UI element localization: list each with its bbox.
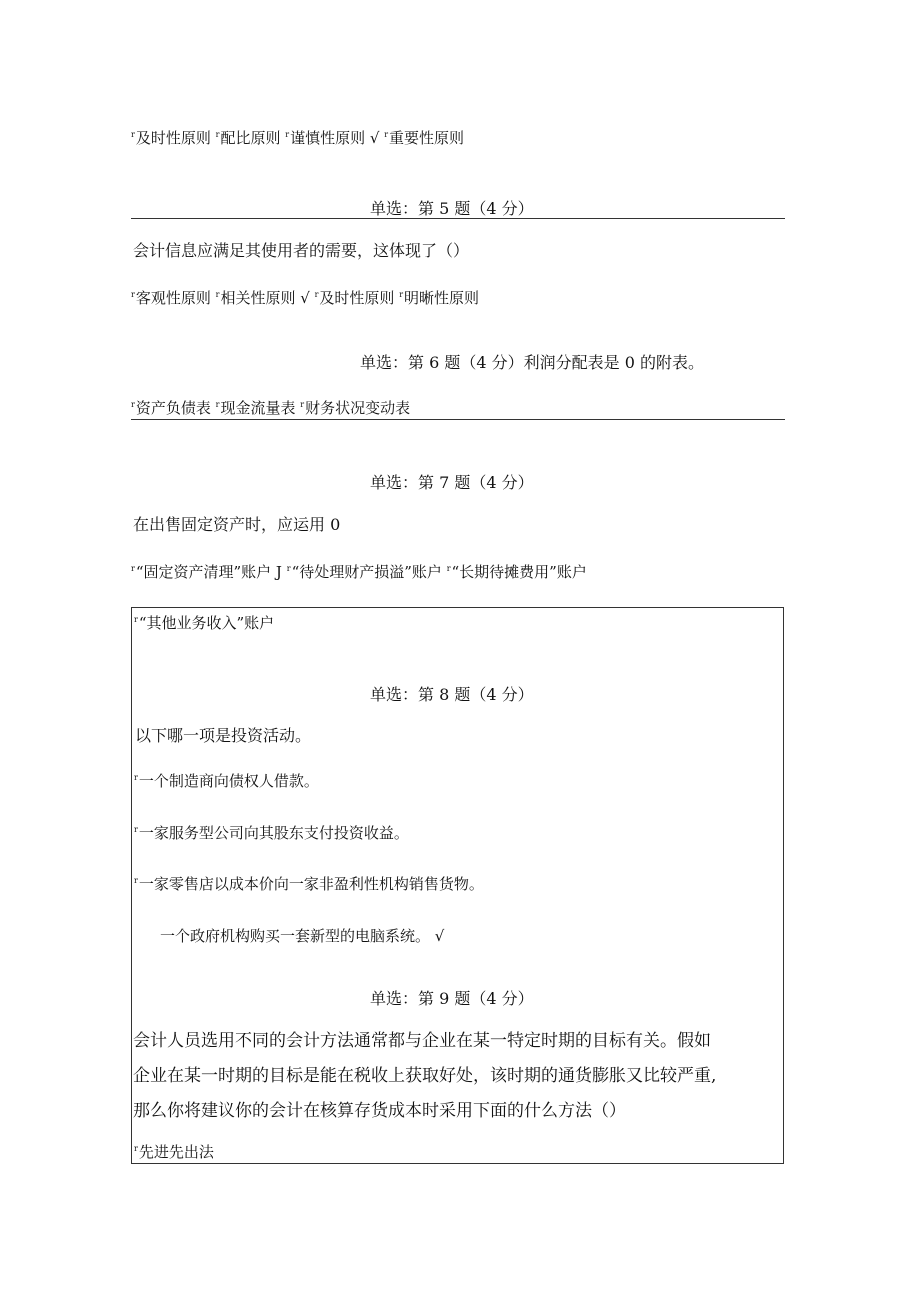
q5-option-2[interactable]: $^r$相关性原则 √ bbox=[215, 289, 310, 307]
q5-header: 单选：第 5 题（4 分） bbox=[370, 199, 534, 218]
q6-option-2[interactable]: $^r$现金流量表 bbox=[215, 399, 296, 417]
q6-option-1[interactable]: $^r$资产负债表 bbox=[131, 399, 211, 417]
q8-option-3[interactable]: $^r$一家零售店以成本价向一家非盈利性机构销售货物。 bbox=[134, 875, 484, 893]
q6-option-3[interactable]: $^r$财务状况变动表 bbox=[300, 399, 411, 417]
q9-question-line-1: 会计人员选用不同的会计方法通常都与企业在某一特定时期的目标有关。假如 bbox=[133, 1031, 711, 1051]
q6-options-row bbox=[131, 397, 410, 418]
q7-option-2[interactable]: $^r$“待处理财产损溢”账户 bbox=[286, 563, 442, 581]
q9-question-line-3: 那么你将建议你的会计在核算存货成本时采用下面的什么方法（） bbox=[133, 1101, 626, 1121]
q7-option-3[interactable]: $^r$“长期待摊费用”账户 bbox=[446, 563, 587, 581]
q5-question: 会计信息应满足其使用者的需要，这体现了（） bbox=[133, 241, 470, 260]
q8-question: 以下哪一项是投资活动。 bbox=[135, 726, 312, 745]
q6-divider bbox=[131, 419, 785, 420]
q5-option-4[interactable]: $^r$明晰性原则 bbox=[399, 289, 480, 307]
q8-option-1[interactable]: $^r$一个制造商向债权人借款。 bbox=[134, 772, 319, 790]
q5-divider bbox=[131, 218, 785, 219]
q9-question-line-2: 企业在某一时期的目标是能在税收上获取好处，该时期的通货膨胀又比较严重, bbox=[133, 1066, 717, 1086]
q7-option-1[interactable]: $^r$“固定资产清理”账户 J bbox=[131, 563, 282, 581]
q7-header: 单选：第 7 题（4 分） bbox=[370, 473, 534, 492]
q8-option-2[interactable]: $^r$一家服务型公司向其股东支付投资收益。 bbox=[134, 824, 409, 842]
q9-option-1[interactable]: $^r$先进先出法 bbox=[134, 1143, 214, 1161]
q7-question: 在出售固定资产时，应运用 0 bbox=[133, 515, 341, 534]
q8-header: 单选：第 8 题（4 分） bbox=[370, 685, 534, 704]
q9-header: 单选：第 9 题（4 分） bbox=[370, 989, 534, 1008]
q5-option-3[interactable]: $^r$及时性原则 bbox=[314, 289, 395, 307]
q5-options-row bbox=[131, 287, 479, 308]
q6-header: 单选：第 6 题（4 分）利润分配表是 0 的附表。 bbox=[360, 353, 704, 372]
q4-option-4[interactable]: $^r$重要性原则 bbox=[384, 129, 465, 147]
q4-options-row bbox=[131, 127, 464, 148]
q5-option-1[interactable]: $^r$客观性原则 bbox=[131, 289, 211, 307]
q4-option-2[interactable]: $^r$配比原则 bbox=[215, 129, 281, 147]
q7-options-row bbox=[131, 561, 587, 582]
q8-option-4-checked[interactable]: 一个政府机构购买一套新型的电脑系统。 √ bbox=[160, 927, 445, 945]
q4-option-1[interactable]: $^r$及时性原则 bbox=[131, 129, 211, 147]
q4-option-3[interactable]: $^r$谨慎性原则 √ bbox=[285, 129, 380, 147]
q7-option-4[interactable]: $^r$“其他业务收入”账户 bbox=[134, 614, 275, 632]
